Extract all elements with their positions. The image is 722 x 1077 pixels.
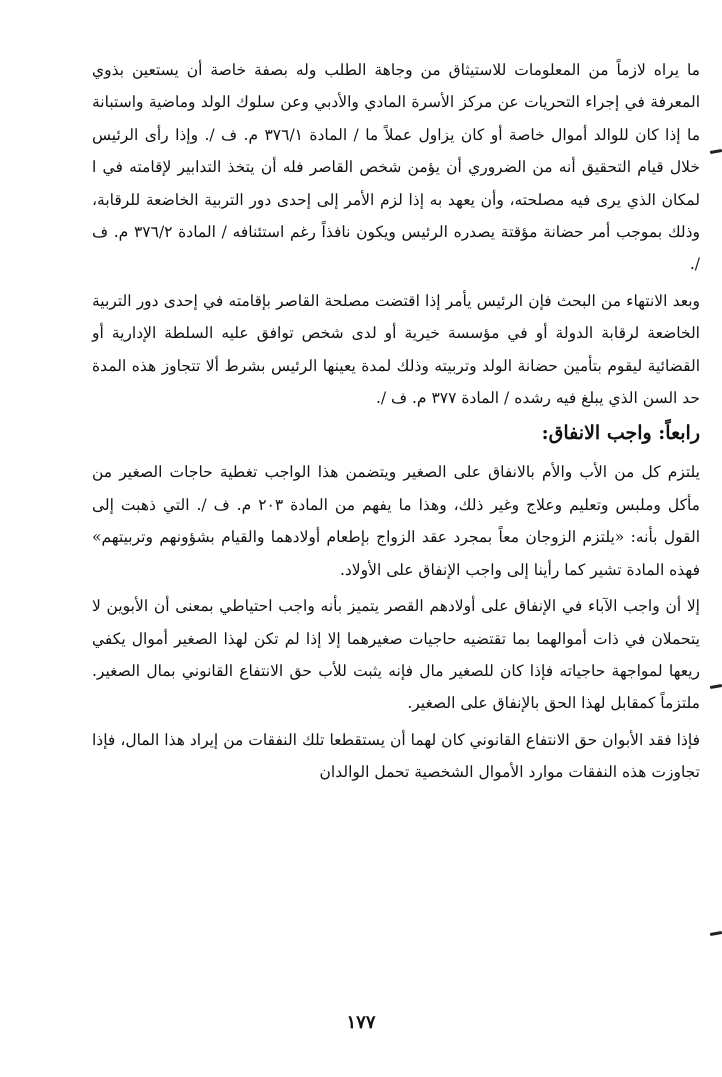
paragraph-1: ما يراه لازماً من المعلومات للاستيثاق من وجاهة الطلب وله بصفة خاصة أن يستعين بذوي المعرفة في إجراء التحريات عن مركز الأسرة المادي والأدبي وعن سلوك الولد وماضية واستبانة ما إذا كان للوالد أموال خاصة أو كان يزاول عملاً ما / المادة ٣٧٦/١ م. ف /. وإذا رأى الرئيس خلال قيام التحقيق أنه من الضروري أن يؤمن شخص القاصر فله أن يتخذ التدابير لإقامته في ا لمكان الذي يرى فيه مصلحته، وأن يعهد به إذا لزم الأمر إلى إحدى دور التربية الخاضعة للرقابة، وذلك بموجب أمر حضانة مؤقتة يصدره الرئيس ويكون نافذاً رغم استئنافه / المادة ٣٧٦/٢ م. ف /.: [92, 61, 700, 274]
paragraph-2: وبعد الانتهاء من البحث فإن الرئيس يأمر إذا اقتضت مصلحة القاصر بإقامته في إحدى دور التربية الخاضعة لرقابة الدولة أو في مؤسسة خيرية أو لدى شخص توافق عليه السلطة الإدارية أو القضائية ليقوم بتأمين حضانة الولد وتربيته وذلك لمدة يعينها الرئيس بشرط ألا تتجاوز هذه المدة حد السن الذي يبلغ فيه رشده / المادة ٣٧٧ م. ف /.: [92, 291, 700, 408]
section-heading: رابعاً: واجب الانفاق:: [541, 422, 700, 445]
page-number: ١٧٧: [346, 1012, 376, 1033]
margin-mark: [710, 149, 722, 154]
paragraph-5: فإذا فقد الأبوان حق الانتفاع القانوني كان لهما أن يستقطعا تلك النفقات من إيراد هذا المال، فإذا تجاوزت هذه النفقات موارد الأموال الشخصية تحمل الوالدان: [92, 730, 700, 782]
paragraph-4: إلا أن واجب الآباء في الإنفاق على أولادهم القصر يتميز بأنه واجب احتياطي بمعنى أن الأبوين لا يتحملان في ذات أموالهما بما تقتضيه حاجيات صغيرهما إلا إذا لم تكن لهذا الصغير أموال يكفي ريعها لمواجهة حاجياته فإذا كان للصغير مال فإنه يثبت للأب حق الانتفاع القانوني بمال الصغير. ملتزماً كمقابل لهذا الحق بالإنفاق على الصغير.: [92, 597, 700, 713]
margin-mark: [710, 931, 722, 936]
page-body: [92, 54, 700, 789]
margin-mark: [710, 684, 722, 689]
paragraph-3: يلتزم كل من الأب والأم بالانفاق على الصغير ويتضمن هذا الواجب تغطية حاجات الصغير من مأكل وملبس وتعليم وعلاج وغير ذلك، وهذا ما يفهم من المادة ٢٠٣ م. ف /. التي ذهبت إلى القول بأنه: «يلتزم الزوجان معاً بمجرد عقد الزواج بإطعام أولادهما والقيام بشؤونهم وتربيتهم» فهذه المادة تشير كما رأينا إلى واجب الإنفاق على الأولاد.: [92, 463, 700, 579]
